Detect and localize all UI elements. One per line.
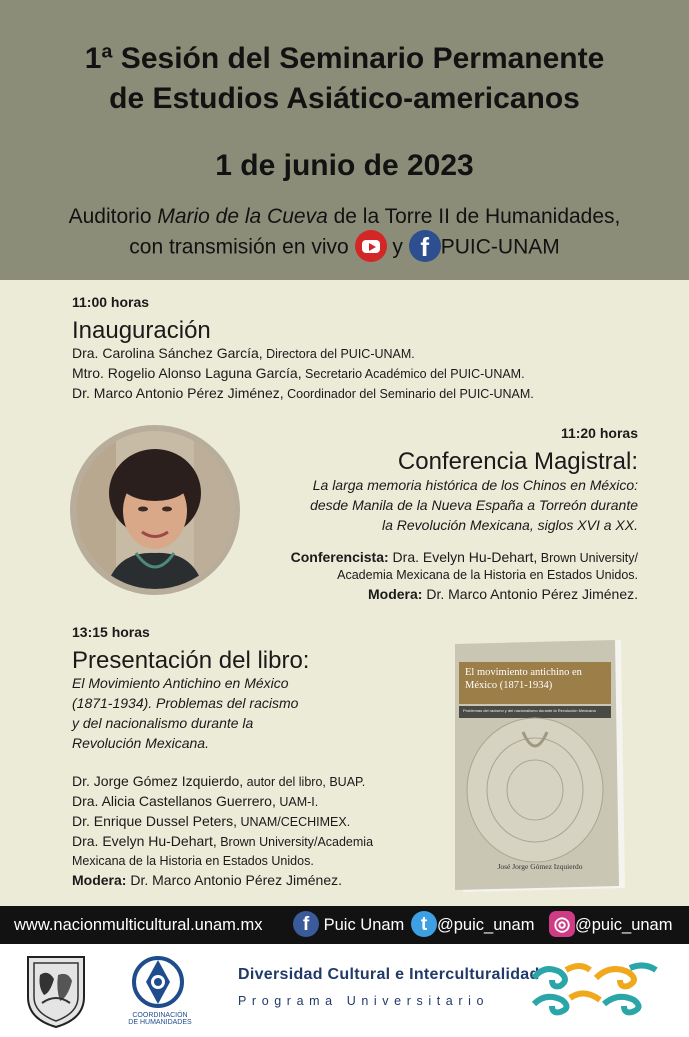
panelist: Dr. Enrique Dussel Peters, UNAM/CECHIMEX. <box>72 813 351 829</box>
session2-heading: Conferencia Magistral: <box>397 448 638 475</box>
puic-line1: Diversidad Cultural e Interculturalidad <box>238 966 540 983</box>
session1-person: Mtro. Rogelio Alonso Laguna García, Secretario Académico del PUIC-UNAM. <box>72 365 525 381</box>
book-cover <box>455 640 627 892</box>
puic-swirl-logo <box>530 960 660 1018</box>
twitter-link[interactable]: t @puic_unam <box>411 906 534 944</box>
youtube-icon[interactable] <box>355 230 387 262</box>
lecture-title-line: la Revolución Mexicana, siglos XVI a XX. <box>381 517 638 533</box>
book-title-line: El Movimiento Antichino en México <box>72 675 289 691</box>
session1-time: 11:00 horas <box>72 294 150 310</box>
book-title-line: Revolución Mexicana. <box>72 735 209 751</box>
panelist-affiliation: Mexicana de la Historia en Estados Unidos. <box>72 854 314 868</box>
lecture-title-line: desde Manila de la Nueva España a Torreón durante <box>310 497 638 513</box>
program-content <box>0 280 689 906</box>
lecturer-line: Conferencista: Dra. Evelyn Hu-Dehart, Brown University/ <box>290 549 638 565</box>
institution-logos <box>0 944 689 1037</box>
session3-heading: Presentación del libro: <box>72 647 310 674</box>
book-cover-subtitle: Problemas del racismo y del nacionalismo durante la Revolución Mexicana <box>463 708 596 713</box>
facebook-icon[interactable]: f <box>409 230 441 262</box>
session1-heading: Inauguración <box>72 317 211 344</box>
session1-person: Dra. Carolina Sánchez García, Directora del PUIC-UNAM. <box>72 345 415 361</box>
session1-person: Dr. Marco Antonio Pérez Jiménez, Coordinador del Seminario del PUIC-UNAM. <box>72 385 534 401</box>
session2-moderator: Modera: Dr. Marco Antonio Pérez Jiménez. <box>368 586 638 602</box>
coordinacion-label: COORDINACIÓN DE HUMANIDADES <box>128 1012 192 1026</box>
lecture-title-line: La larga memoria histórica de los Chinos en México: <box>312 477 638 493</box>
book-cover-author: José Jorge Gómez Izquierdo <box>497 862 583 871</box>
event-header <box>0 0 689 280</box>
speaker-portrait <box>70 425 240 595</box>
session3-time: 13:15 horas <box>72 624 150 640</box>
book-title-line: (1871-1934). Problemas del racismo <box>72 695 299 711</box>
book-title-line: y del nacionalismo durante la <box>72 715 254 731</box>
panelist: Dra. Alicia Castellanos Guerrero, UAM-I. <box>72 793 319 809</box>
website-link[interactable]: www.nacionmulticultural.unam.mx <box>14 916 263 934</box>
session3-moderator: Modera: Dr. Marco Antonio Pérez Jiménez. <box>72 872 342 888</box>
twitter-icon: t <box>411 911 437 937</box>
session2-time: 11:20 horas <box>560 425 638 441</box>
facebook-icon: f <box>293 911 319 937</box>
venue-line: Auditorio Mario de la Cueva de la Torre II de Humanidades, <box>68 205 621 228</box>
unam-shield-logo <box>24 953 88 1029</box>
puic-wordmark <box>238 966 540 1008</box>
puic-line2: Programa Universitario <box>238 994 490 1008</box>
facebook-link[interactable]: f Puic Unam <box>293 906 404 944</box>
event-title-line2: de Estudios Asiático-americanos <box>109 82 580 115</box>
social-footer <box>0 906 689 944</box>
transmission-org: PUIC-UNAM <box>440 235 560 259</box>
coordinacion-humanidades-logo <box>130 952 186 1012</box>
panelist: Dra. Evelyn Hu-Dehart, Brown University/Academia <box>72 833 374 849</box>
panelist: Dr. Jorge Gómez Izquierdo, autor del libro, BUAP. <box>72 773 366 789</box>
transmission-line: con transmisión en vivo y f PUIC-UNAM <box>129 232 560 262</box>
lecturer-affiliation: Academia Mexicana de la Historia en Estados Unidos. <box>337 568 638 582</box>
instagram-icon: ◎ <box>549 911 575 937</box>
instagram-link[interactable]: ◎ @puic_unam <box>549 906 672 944</box>
book-cover-title: El movimiento antichino en México (1871-1934) <box>465 667 582 691</box>
event-date: 1 de junio de 2023 <box>215 149 474 182</box>
auditorium-name: Mario de la Cueva <box>157 205 328 228</box>
event-title-line1: 1ª Sesión del Seminario Permanente <box>84 42 605 75</box>
